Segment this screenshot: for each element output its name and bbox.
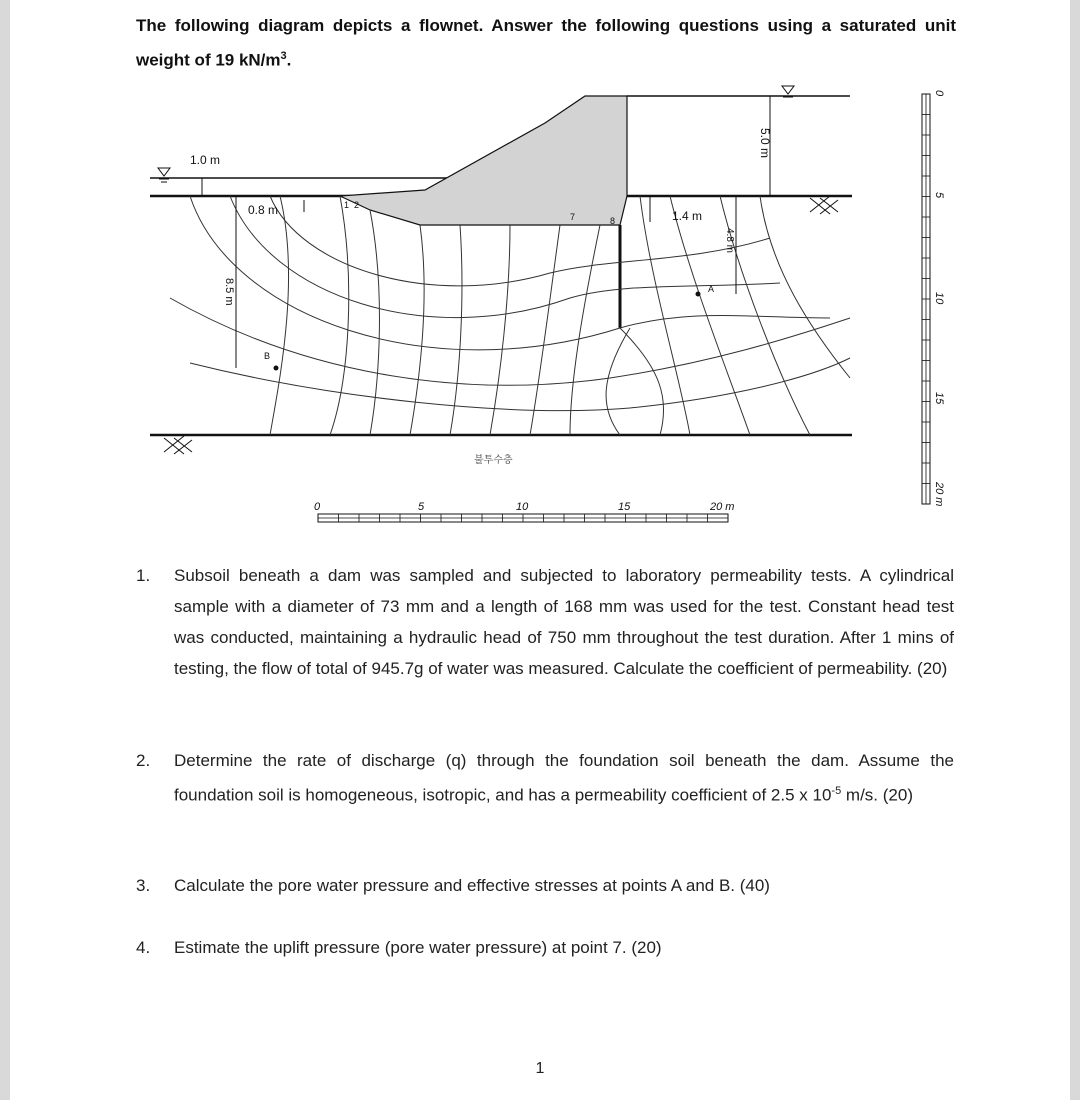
label-point-a: A (708, 284, 715, 294)
hscale-tick-5: 5 (418, 501, 425, 513)
vscale-tick-10: 10 (933, 292, 945, 305)
label-node-1: 1 (344, 200, 350, 210)
question-item (136, 560, 954, 684)
question-text: Estimate the uplift pressure (pore water pressure) at point 7. (20) (174, 938, 662, 957)
label-sheet-pile-depth: 4.8 m (724, 228, 735, 254)
vscale-tick-5: 5 (933, 192, 945, 199)
point-a-marker (696, 292, 701, 297)
question-number: 1. (136, 566, 151, 585)
intro-paragraph (136, 10, 956, 76)
hscale-tick-0: 0 (314, 501, 321, 513)
equipotential-lines (270, 196, 850, 435)
label-upstream-depth: 1.0 m (190, 153, 221, 167)
label-point-b-depth: 8.5 m (223, 278, 235, 306)
hscale-tick-20: 20 m (710, 501, 735, 513)
intro-superscript: 3 (280, 50, 287, 62)
ground-hatch-symbol (810, 196, 838, 214)
question-number: 4. (136, 938, 151, 957)
label-node-7: 7 (570, 212, 576, 222)
question-item (136, 745, 954, 811)
intro-text: The following diagram depicts a flownet. Answer the following questions using a saturated unit weight of 19 kN/m (136, 16, 956, 70)
question-text-part: m/s. (20) (841, 785, 913, 805)
label-tailwater-offset: 1.4 m (672, 209, 703, 223)
question-text: Subsoil beneath a dam was sampled and subjected to laboratory permeability tests. A cylindrical sample with a diameter of 73 mm and a length of 168 mm was used for the test. Constant head test was conducted, maintaining a hydraulic head of 750 mm throughout the test duration. After 1 mins of testing, the flow of total of 945.7g of water was measured. Calculate the coefficient of permeability. (20) (174, 566, 954, 678)
hscale-tick-10: 10 (516, 501, 529, 513)
vertical-scale-bar (922, 90, 945, 506)
label-headwater: 5.0 m (758, 128, 772, 159)
label-point-b: B (264, 351, 271, 361)
label-node-2: 2 (354, 200, 360, 210)
intro-text-end: . (286, 50, 292, 70)
question-text-part: Determine the rate of discharge (q) through the foundation soil beneath the dam. Assume the foundation soil is homogeneous, isotropic, and has a permeability coefficient of 2.5 x 10 (174, 751, 954, 805)
question-item (136, 932, 954, 963)
question-number: 3. (136, 876, 151, 895)
question-number: 2. (136, 751, 151, 770)
label-impervious-layer: 불투수층 (474, 455, 513, 466)
hscale-tick-15: 15 (618, 501, 631, 513)
page-number: 1 (535, 1060, 545, 1077)
water-level-symbol-left (158, 168, 170, 182)
vscale-tick-0: 0 (933, 90, 945, 97)
question-item (136, 870, 954, 901)
question-text: Calculate the pore water pressure and effective stresses at points A and B. (40) (174, 876, 770, 895)
point-b-marker (274, 366, 279, 371)
vscale-tick-20: 20 m (933, 482, 945, 507)
question-text (174, 745, 954, 811)
question-superscript: -5 (831, 785, 842, 797)
dam-body (340, 96, 627, 225)
base-hatch-symbol (164, 436, 192, 454)
vscale-tick-15: 15 (933, 392, 945, 405)
label-node-8: 8 (610, 216, 616, 226)
horizontal-scale-bar (314, 501, 734, 522)
flownet-diagram (130, 78, 970, 538)
document-page (10, 0, 1070, 1100)
label-cutoff-offset: 0.8 m (248, 203, 279, 217)
